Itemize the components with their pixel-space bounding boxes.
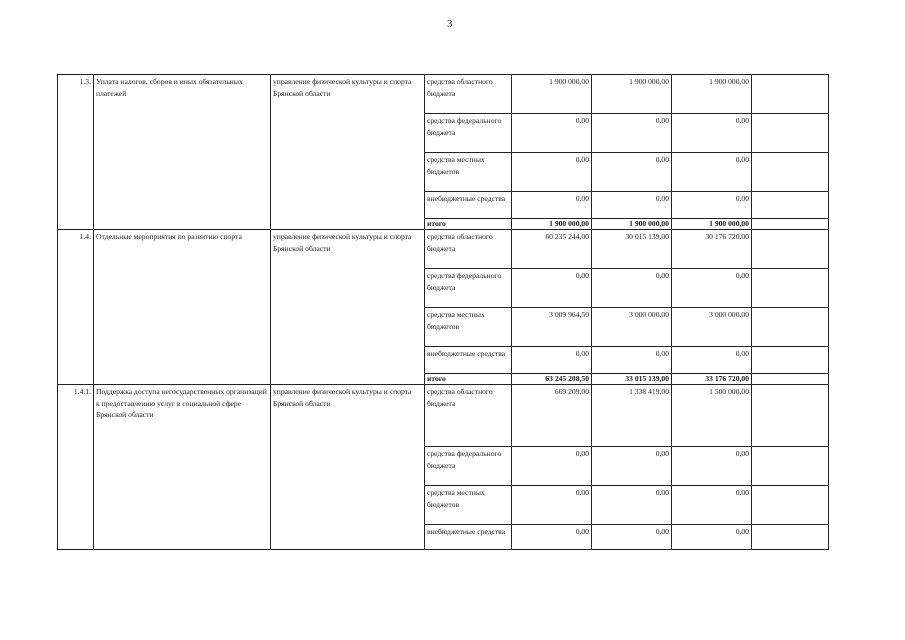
amount-cell-year-2-text: 0,00 [655,488,669,497]
amount-cell-year-3-text: 0,00 [735,155,749,164]
budget-table [57,74,829,550]
note-cell [752,347,829,374]
item-name-cell-text: Поддержка доступа негосударственных организаций к предоставлению услуг в социальной сфере Брянской области [96,387,267,419]
funding-source-cell-text: средства федерального бюджета [427,449,502,470]
funding-source-cell-text: средства федерального бюджета [427,116,502,137]
amount-cell-year-1 [512,269,592,308]
funding-source-cell-text: средства областного бюджета [427,232,493,253]
executor-cell [271,385,425,550]
amount-cell-year-1-text: 669 209,00 [554,387,589,396]
executor-cell [271,75,425,230]
amount-cell-year-1 [512,192,592,219]
note-cell [752,385,829,447]
amount-cell-year-2 [592,153,672,192]
amount-cell-year-1 [512,308,592,347]
note-cell [752,230,829,269]
amount-cell-year-2-text: 0,00 [655,194,669,203]
amount-cell-year-2-text: 0,00 [655,349,669,358]
funding-source-cell [425,447,512,486]
item-code-cell-text: 1.4.1. [73,387,91,396]
note-cell [752,114,829,153]
amount-cell-year-3 [672,486,752,525]
funding-source-cell-text: средства областного бюджета [427,77,493,98]
note-cell [752,153,829,192]
amount-cell-year-3 [672,230,752,269]
page-number: 3 [447,18,453,30]
table-row [58,75,829,114]
funding-source-cell [425,525,512,550]
amount-cell-year-2-text: 1 900 000,00 [629,219,669,228]
funding-source-cell-text: средства местных бюджетов [427,310,485,331]
amount-cell-year-2 [592,192,672,219]
note-cell [752,269,829,308]
amount-cell-year-1-text: 1 900 000,00 [549,219,589,228]
funding-source-cell [425,308,512,347]
item-code-cell [58,75,94,230]
amount-cell-year-3-text: 1 900 000,00 [709,77,749,86]
amount-cell-year-1-text: 0,00 [575,194,589,203]
item-name-cell [94,230,271,385]
funding-source-cell-text: средства областного бюджета [427,387,493,408]
amount-cell-year-2 [592,486,672,525]
amount-cell-year-3-text: 0,00 [735,488,749,497]
note-cell [752,308,829,347]
amount-cell-year-1 [512,385,592,447]
funding-source-cell [425,75,512,114]
item-code-cell [58,230,94,385]
funding-source-cell [425,486,512,525]
amount-cell-year-3-text: 3 000 000,00 [709,310,749,319]
executor-cell-text: управление физической культуры и спорта Брянской области [273,232,412,253]
funding-source-cell-text: средства местных бюджетов [427,155,485,176]
funding-source-cell [425,269,512,308]
amount-cell-year-1 [512,114,592,153]
item-name-cell-text: Отдельные мероприятия по развитию спорта [96,232,242,241]
amount-cell-year-3-text: 0,00 [735,194,749,203]
amount-cell-year-1 [512,230,592,269]
amount-cell-year-2-text: 0,00 [655,449,669,458]
amount-cell-year-2-text: 33 015 139,00 [625,374,669,383]
amount-cell-year-3 [672,525,752,550]
item-code-cell-text: 1.4. [79,232,91,241]
amount-cell-year-1 [512,447,592,486]
amount-cell-year-3 [672,192,752,219]
amount-cell-year-2 [592,447,672,486]
funding-source-cell [425,385,512,447]
amount-cell-year-2-text: 0,00 [655,271,669,280]
amount-cell-year-1 [512,153,592,192]
amount-cell-year-2 [592,75,672,114]
amount-cell-year-3 [672,269,752,308]
amount-cell-year-1 [512,525,592,550]
amount-cell-year-1-text: 0,00 [575,488,589,497]
amount-cell-year-1 [512,347,592,374]
amount-cell-year-1-text: 0,00 [575,449,589,458]
amount-cell-year-3-text: 0,00 [735,349,749,358]
executor-cell [271,230,425,385]
item-code-cell-text: 1.3. [79,77,91,86]
amount-cell-year-2 [592,269,672,308]
amount-cell-year-2 [592,230,672,269]
amount-cell-year-2-text: 0,00 [655,527,669,536]
amount-cell-year-3-text: 33 176 720,00 [705,374,749,383]
amount-cell-year-1 [512,486,592,525]
amount-cell-year-3 [672,447,752,486]
amount-cell-year-2 [592,525,672,550]
amount-cell-year-1-text: 0,00 [575,527,589,536]
amount-cell-year-3-text: 1 500 000,00 [709,387,749,396]
amount-cell-year-1-text: 60 235 244,00 [545,232,589,241]
funding-source-cell [425,230,512,269]
amount-cell-year-2 [592,114,672,153]
note-cell [752,75,829,114]
amount-cell-year-2 [592,219,672,230]
item-code-cell [58,385,94,550]
amount-cell-year-1-text: 0,00 [575,271,589,280]
amount-cell-year-2-text: 0,00 [655,116,669,125]
note-cell [752,525,829,550]
amount-cell-year-3-text: 1 900 000,00 [709,219,749,228]
amount-cell-year-1-text: 3 009 964,50 [549,310,589,319]
funding-source-cell [425,192,512,219]
funding-source-cell [425,114,512,153]
executor-cell-text: управление физической культуры и спорта Брянской области [273,77,412,98]
amount-cell-year-3-text: 0,00 [735,271,749,280]
amount-cell-year-3 [672,219,752,230]
amount-cell-year-3 [672,374,752,385]
amount-cell-year-2-text: 1 900 000,00 [629,77,669,86]
table-row [58,230,829,269]
note-cell [752,374,829,385]
note-cell [752,192,829,219]
note-cell [752,219,829,230]
amount-cell-year-3-text: 30 176 720,00 [705,232,749,241]
amount-cell-year-2 [592,308,672,347]
amount-cell-year-2-text: 3 000 000,00 [629,310,669,319]
item-name-cell-text: Уплата налогов, сборов и иных обязательных платежей [96,77,243,98]
funding-source-cell [425,347,512,374]
amount-cell-year-3 [672,114,752,153]
amount-cell-year-3 [672,75,752,114]
funding-source-cell-text: внебюджетные средства [427,349,506,358]
note-cell [752,486,829,525]
amount-cell-year-3 [672,385,752,447]
funding-source-cell-text: итого [427,374,446,383]
amount-cell-year-3-text: 0,00 [735,527,749,536]
funding-source-cell-text: средства местных бюджетов [427,488,485,509]
amount-cell-year-2-text: 1 338 419,00 [629,387,669,396]
executor-cell-text: управление физической культуры и спорта Брянской области [273,387,412,408]
amount-cell-year-1 [512,374,592,385]
item-name-cell [94,75,271,230]
amount-cell-year-3-text: 0,00 [735,116,749,125]
note-cell [752,447,829,486]
funding-source-cell-text: итого [427,219,446,228]
amount-cell-year-1 [512,219,592,230]
funding-source-cell [425,374,512,385]
amount-cell-year-2 [592,374,672,385]
amount-cell-year-3-text: 0,00 [735,449,749,458]
amount-cell-year-1-text: 0,00 [575,116,589,125]
table-row [58,385,829,447]
amount-cell-year-2 [592,385,672,447]
funding-source-cell-text: внебюджетные средства [427,194,506,203]
funding-source-cell [425,219,512,230]
amount-cell-year-3 [672,308,752,347]
amount-cell-year-1-text: 0,00 [575,155,589,164]
amount-cell-year-2 [592,347,672,374]
amount-cell-year-2-text: 0,00 [655,155,669,164]
amount-cell-year-3 [672,347,752,374]
amount-cell-year-1 [512,75,592,114]
funding-source-cell [425,153,512,192]
amount-cell-year-2-text: 30 015 139,00 [625,232,669,241]
funding-source-cell-text: средства федерального бюджета [427,271,502,292]
amount-cell-year-1-text: 1 900 000,00 [549,77,589,86]
amount-cell-year-1-text: 63 245 208,50 [545,374,589,383]
item-name-cell [94,385,271,550]
funding-source-cell-text: внебюджетные средства [427,527,506,536]
amount-cell-year-3 [672,153,752,192]
amount-cell-year-1-text: 0,00 [575,349,589,358]
